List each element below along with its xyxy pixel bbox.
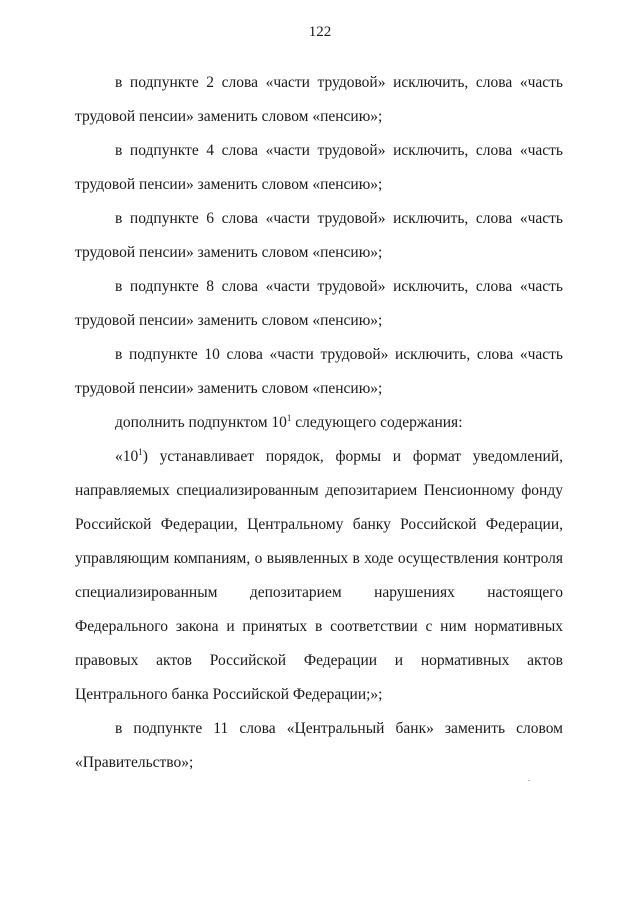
quote-superscript: 1 xyxy=(138,447,143,457)
add-text-after: следующего содержания: xyxy=(291,414,463,431)
paragraph-quoted-subpoint xyxy=(75,440,563,712)
paragraph-subpoint-11: в подпункте 11 слова «Центральный банк» заменить словом «Правительство»; xyxy=(75,720,563,771)
paragraph-subpoint-2: в подпункте 2 слова «части трудовой» исключить, слова «часть трудовой пенсии» заменить словом «пенсию»; xyxy=(75,74,563,125)
paragraph-add-subpoint xyxy=(75,406,563,440)
paragraph-subpoint-10: в подпункте 10 слова «части трудовой» исключить, слова «часть трудовой пенсии» заменить словом «пенсию»; xyxy=(75,346,563,397)
paragraph-subpoint-6: в подпункте 6 слова «части трудовой» исключить, слова «часть трудовой пенсии» заменить словом «пенсию»; xyxy=(75,210,563,261)
page-number: 122 xyxy=(308,24,332,40)
paragraph-subpoint-4: в подпункте 4 слова «части трудовой» исключить, слова «часть трудовой пенсии» заменить словом «пенсию»; xyxy=(75,142,563,193)
paragraph-subpoint-8: в подпункте 8 слова «части трудовой» исключить, слова «часть трудовой пенсии» заменить словом «пенсию»; xyxy=(75,278,563,329)
scan-speck xyxy=(528,780,530,781)
document-body xyxy=(75,66,563,780)
add-superscript: 1 xyxy=(286,413,292,423)
add-text-before: дополнить подпунктом 10 xyxy=(115,414,287,431)
quote-body: ) устанавливает порядок, формы и формат уведомлений, направляемых специализированным депозитарием Пенсионному фонду Российской Федерации, Центральному банку Российской Федерации, управляющим компаниям, о выявленных в ходе осуществления контроля специализированным депозитарием нарушениях настоящего Федерального закона и принятых в соответствии с ним нормативных правовых актов Российской Федерации и нормативных актов Центрального банка Российской Федерации;»; xyxy=(75,448,563,703)
quote-open: «10 xyxy=(115,448,139,465)
